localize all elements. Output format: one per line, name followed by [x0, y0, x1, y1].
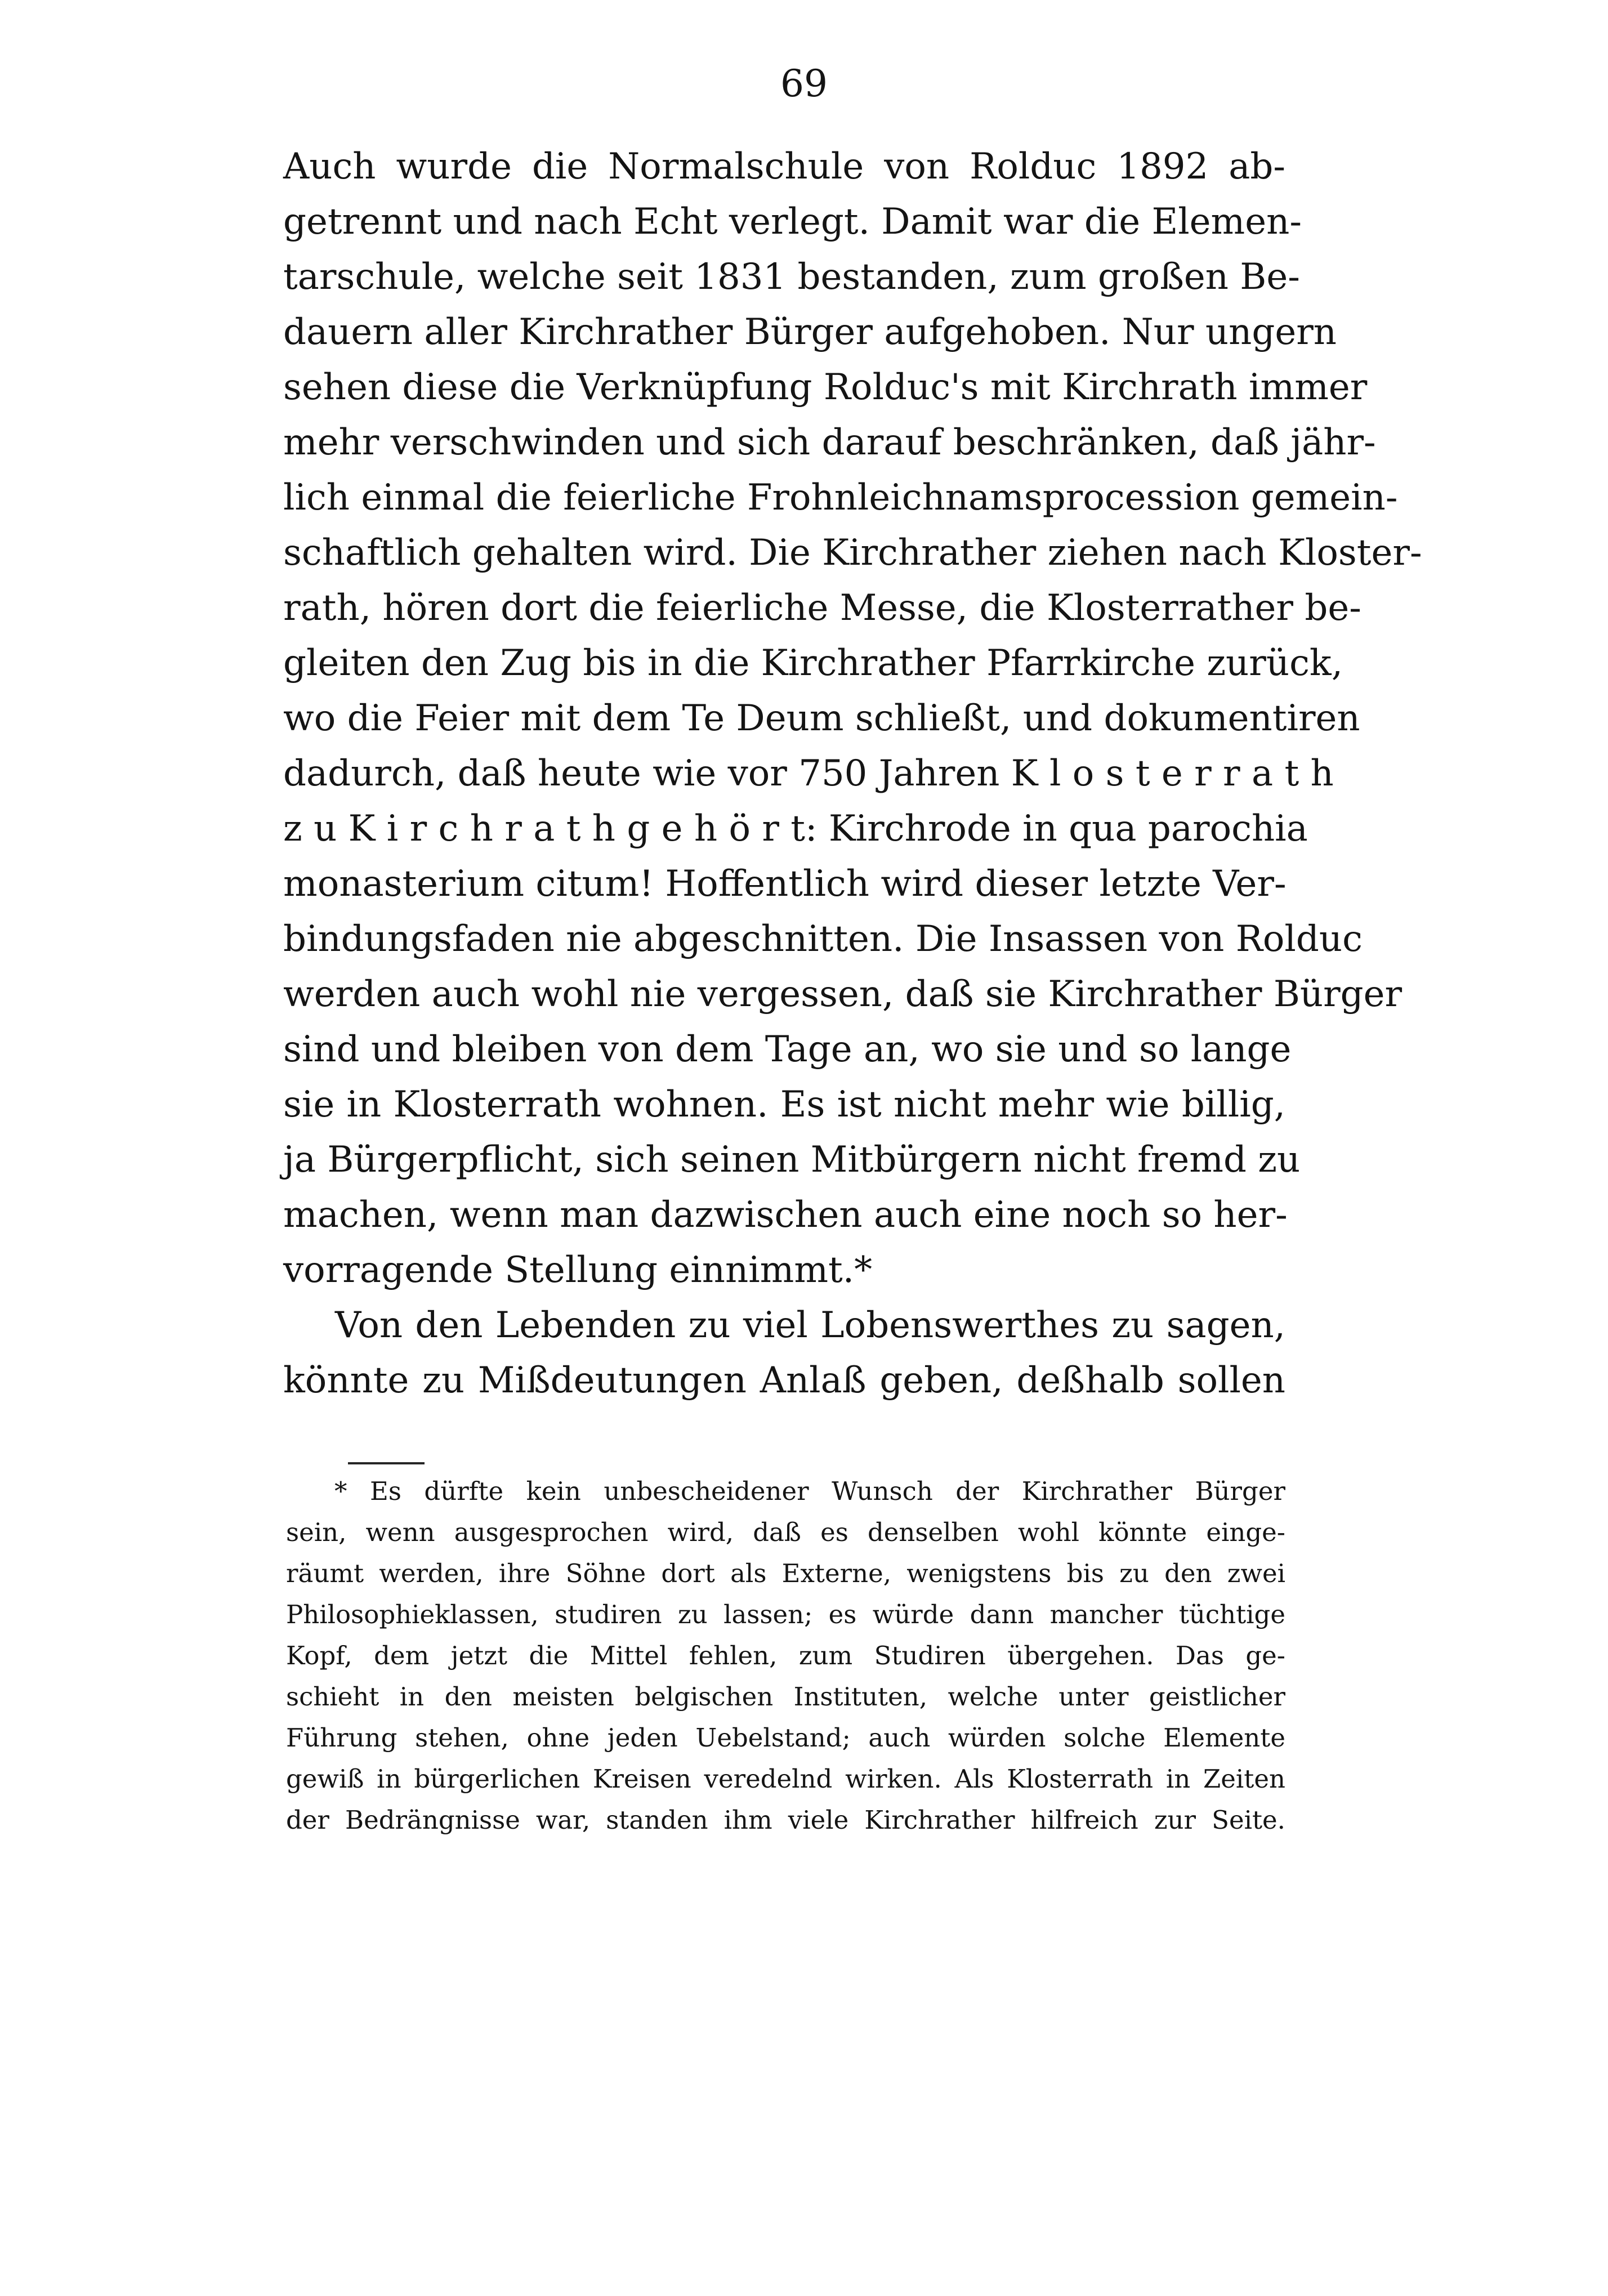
text-line: sie in Klosterrath wohnen. Es ist nicht mehr wie billig,: [283, 1084, 1285, 1125]
footnote: [286, 1471, 1285, 1841]
footnote-line: schieht in den meisten belgischen Instituten, welche unter geistlicher: [286, 1682, 1285, 1712]
text-line: schaftlich gehalten wird. Die Kirchrather ziehen nach Kloster-: [283, 532, 1422, 574]
text-line: lich einmal die feierliche Frohnleichnamsprocession gemein-: [283, 477, 1398, 519]
footnote-line: Kopf, dem jetzt die Mittel fehlen, zum Studiren übergehen. Das ge-: [286, 1641, 1285, 1670]
text-line: dauern aller Kirchrather Bürger aufgehoben. Nur ungern: [283, 311, 1337, 353]
footnote-line: Führung stehen, ohne jeden Uebelstand; auch würden solche Elemente: [286, 1723, 1285, 1753]
text-line: monasterium citum! Hoffentlich wird dieser letzte Ver-: [283, 863, 1287, 905]
text-line: ja Bürgerpflicht, sich seinen Mitbürgern nicht fremd zu: [283, 1139, 1301, 1181]
footnote-line: räumt werden, ihre Söhne dort als Externe, wenigstens bis zu den zwei: [286, 1558, 1285, 1588]
text-line: werden auch wohl nie vergessen, daß sie Kirchrather Bürger: [283, 973, 1402, 1015]
text-line: getrennt und nach Echt verlegt. Damit war die Elemen-: [283, 201, 1302, 243]
footnote-line: Philosophieklassen, studiren zu lassen; es würde dann mancher tüchtige: [286, 1600, 1285, 1629]
text-line: sind und bleiben von dem Tage an, wo sie und so lange: [283, 1029, 1292, 1070]
text-line: Auch wurde die Normalschule von Rolduc 1892 ab-: [283, 146, 1285, 187]
text-line: wo die Feier mit dem Te Deum schließt, und dokumentiren: [283, 698, 1360, 739]
text-line: sehen diese die Verknüpfung Rolduc's mit Kirchrath immer: [283, 367, 1368, 408]
page-number: 69: [780, 62, 828, 105]
text-line: könnte zu Mißdeutungen Anlaß geben, deßhalb sollen: [283, 1360, 1285, 1401]
footnote-line: gewiß in bürgerlichen Kreisen veredelnd wirken. Als Klosterrath in Zeiten: [286, 1764, 1285, 1794]
paragraph-end-line: vorragende Stellung einnimmt.*: [283, 1249, 873, 1291]
footnote-separator: [348, 1462, 425, 1464]
text-line: machen, wenn man dazwischen auch eine noch so her-: [283, 1194, 1288, 1236]
text-line: dadurch, daß heute wie vor 750 Jahren K l o s t e r r a t h: [283, 753, 1334, 794]
footnote-line: * Es dürfte kein unbescheidener Wunsch der Kirchrather Bürger: [334, 1476, 1285, 1506]
text-line: gleiten den Zug bis in die Kirchrather Pfarrkirche zurück,: [283, 642, 1343, 684]
footnote-line: der Bedrängnisse war, standen ihm viele Kirchrather hilfreich zur Seite.: [286, 1805, 1285, 1835]
text-line: mehr verschwinden und sich darauf beschränken, daß jähr-: [283, 422, 1376, 463]
main-text: [283, 139, 1422, 1408]
text-line: tarschule, welche seit 1831 bestanden, zum großen Be-: [283, 256, 1300, 298]
footnote-line: sein, wenn ausgesprochen wird, daß es denselben wohl könnte einge-: [286, 1517, 1285, 1547]
text-line: bindungsfaden nie abgeschnitten. Die Insassen von Rolduc: [283, 918, 1363, 960]
paragraph-start-line: Von den Lebenden zu viel Lobenswerthes zu sagen,: [335, 1305, 1285, 1346]
text-line: z u K i r c h r a t h g e h ö r t: Kirchrode in qua parochia: [283, 808, 1308, 850]
text-line: rath, hören dort die feierliche Messe, die Klosterrather be-: [283, 587, 1361, 629]
